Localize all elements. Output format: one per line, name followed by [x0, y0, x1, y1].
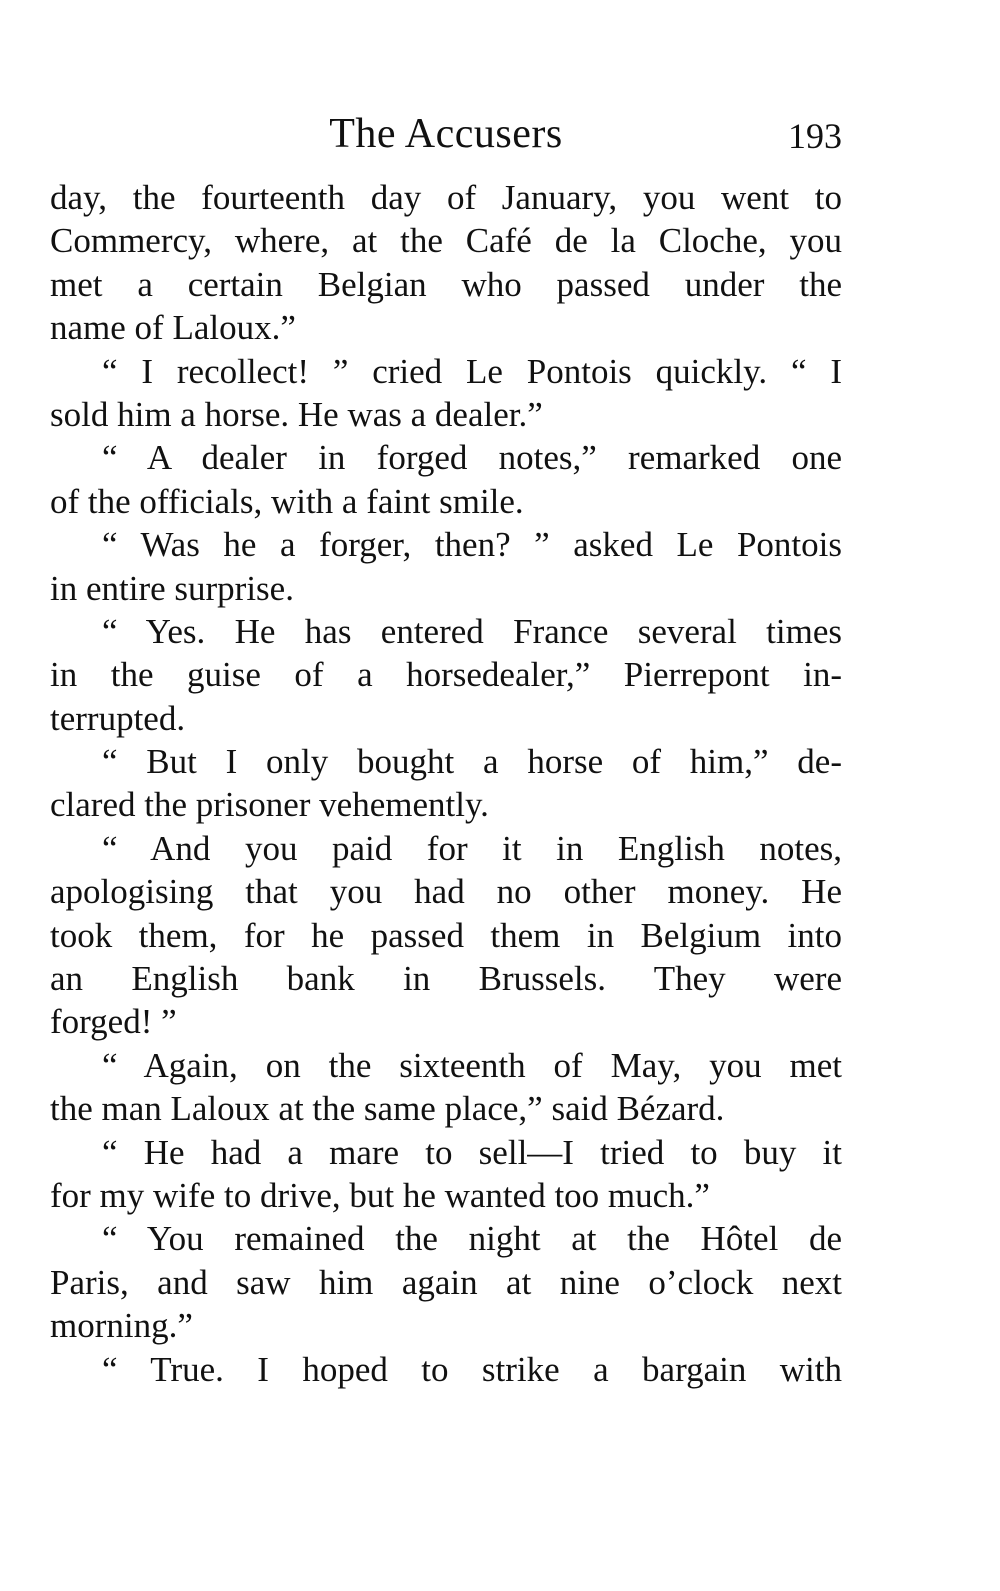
text-line: met a certain Belgian who passed under the [50, 264, 842, 304]
text-line: “ And you paid for it in English notes, [102, 828, 842, 868]
text-line: “ He had a mare to sell—I tried to buy it [102, 1132, 842, 1172]
text-line: in entire surprise. [50, 568, 294, 608]
page-header [50, 104, 842, 164]
text-line: day, the fourteenth day of January, you went to [50, 178, 842, 217]
text-line: for my wife to drive, but he wanted too much.” [50, 1175, 710, 1215]
text-line: “ You remained the night at the Hôtel de [102, 1219, 842, 1259]
text-line: Commercy, where, at the Café de la Cloche, you [50, 221, 842, 261]
text-line: “ True. I hoped to strike a bargain with [102, 1349, 842, 1389]
text-line: terrupted. [50, 698, 186, 738]
text-line: “ A dealer in forged notes,” remarked one [102, 438, 842, 478]
text-line: sold him a horse. He was a dealer.” [50, 394, 543, 434]
text-line: took them, for he passed them in Belgium into [50, 915, 842, 955]
text-line: forged! ” [50, 1002, 177, 1042]
text-line: clared the prisoner vehemently. [50, 785, 489, 825]
text-line: the man Laloux at the same place,” said Bézard. [50, 1089, 725, 1129]
text-line: “ Again, on the sixteenth of May, you met [102, 1045, 842, 1085]
text-line: “ I recollect! ” cried Le Pontois quickly. “ I [102, 351, 842, 391]
text-line: apologising that you had no other money. He [50, 872, 842, 912]
text-line: name of Laloux.” [50, 308, 296, 348]
text-line: Paris, and saw him again at nine o’clock next [50, 1262, 842, 1302]
text-line: “ But I only bought a horse of him,” de- [102, 742, 842, 782]
text-line: in the guise of a horsedealer,” Pierrepont in- [50, 655, 842, 695]
text-line: morning.” [50, 1306, 193, 1346]
text-line: “ Was he a forger, then? ” asked Le Pontois [102, 525, 842, 565]
body-text [50, 176, 842, 1391]
running-title: The Accusers [329, 111, 563, 157]
text-line: “ Yes. He has entered France several times [102, 611, 842, 651]
page-number: 193 [788, 116, 842, 156]
text-line: of the officials, with a faint smile. [50, 481, 524, 521]
text-line: an English bank in Brussels. They were [50, 959, 842, 999]
